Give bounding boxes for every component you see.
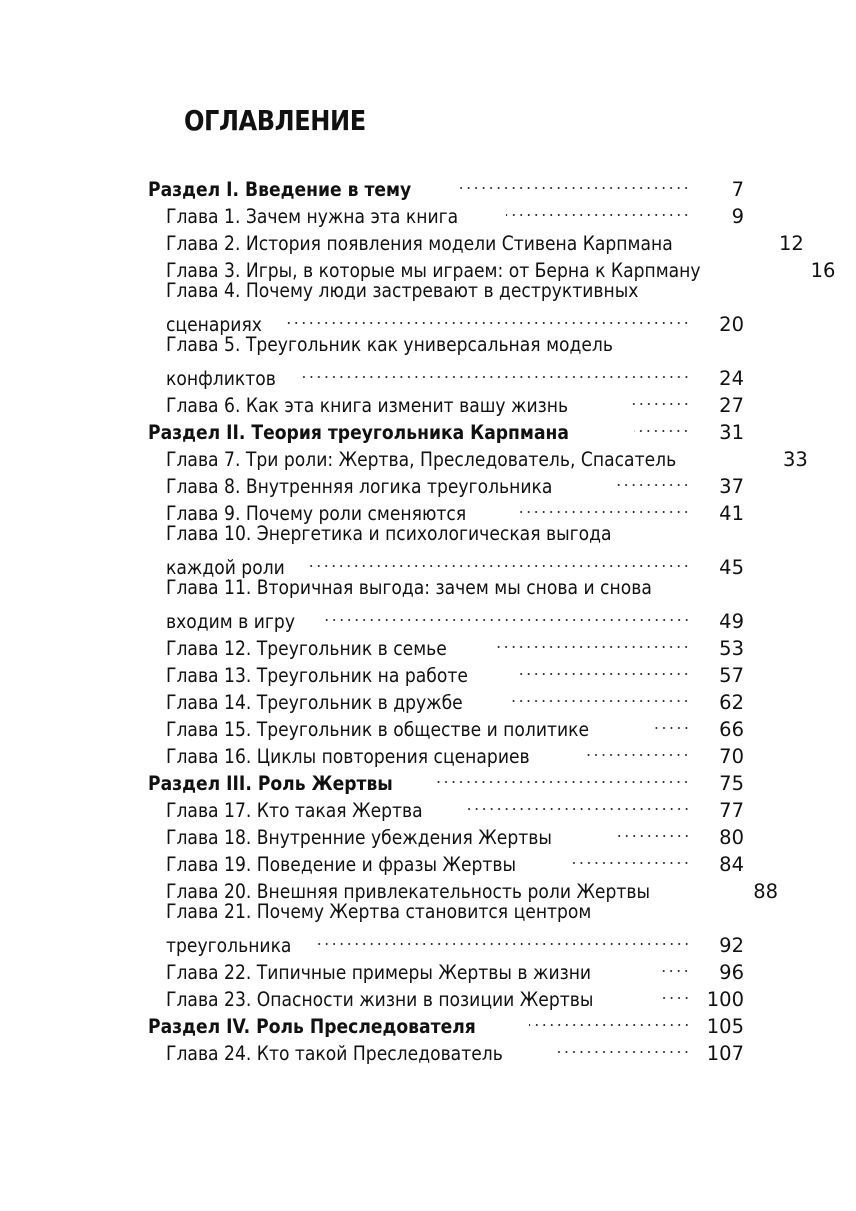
page-number: 7 [731, 178, 744, 201]
entry-title-line: Раздел II. Теория треугольника Карпмана [148, 421, 569, 444]
entry-title-line: Глава 3. Игры, в которые мы играем: от Берна к Карпману [166, 259, 701, 282]
entry-title-line: Глава 9. Почему роли сменяются [166, 502, 467, 525]
toc-chapter-entry[interactable] [148, 520, 744, 579]
dot-leader [317, 925, 690, 952]
entry-title-line: сценариях [166, 313, 262, 336]
page-number: 24 [719, 367, 744, 390]
dot-leader [572, 844, 690, 871]
page-number: 77 [719, 799, 744, 822]
toc-chapter-entry[interactable] [148, 331, 744, 390]
dot-leader [529, 1006, 691, 1033]
page-number: 62 [719, 691, 744, 714]
entry-title-line: Глава 16. Циклы повторения сценариев [166, 745, 530, 768]
page-title: ОГЛАВЛЕНИЕ [184, 104, 366, 137]
entry-title-line: Глава 13. Треугольник на работе [166, 664, 468, 687]
page-number: 49 [719, 610, 744, 633]
page-number: 84 [719, 853, 744, 876]
entry-title-line: конфликтов [166, 367, 276, 390]
dot-leader [434, 763, 690, 790]
entry-title-line: Глава 8. Внутренняя логика треугольника [166, 475, 553, 498]
toc-chapter-entry[interactable] [148, 277, 744, 336]
page-number: 41 [719, 502, 744, 525]
page-number: 57 [719, 664, 744, 687]
entry-title-line: Глава 22. Типичные примеры Жертвы в жизни [166, 961, 592, 984]
entry-title-line: каждой роли [166, 556, 285, 579]
dot-leader [613, 466, 690, 493]
entry-title-line: Раздел IV. Роль Преследователя [148, 1015, 476, 1038]
page-number: 12 [778, 232, 804, 255]
toc-chapter-entry[interactable] [148, 898, 744, 957]
page-number: 33 [782, 448, 808, 471]
entry-title-line: Глава 23. Опасности жизни в позиции Жертвы [166, 988, 594, 1011]
dot-leader [321, 601, 690, 628]
entry-title-line: Глава 18. Внутренние убеждения Жертвы [166, 826, 552, 849]
entry-title-line: Глава 20. Внешняя привлекательность роли Жертвы [166, 880, 651, 903]
page-number: 37 [719, 475, 744, 498]
dot-leader [283, 304, 690, 331]
dot-leader [587, 736, 690, 763]
entry-title-line: Глава 2. История появления модели Стивена Карпмана [166, 232, 673, 255]
page-number: 16 [810, 259, 836, 282]
entry-title-line: Глава 17. Кто такая Жертва [166, 799, 423, 822]
entry-title-line: Глава 4. Почему люди застревают в деструктивных [166, 279, 639, 302]
toc-section-entry[interactable] [148, 169, 744, 201]
dot-leader [660, 979, 690, 1006]
dot-leader [517, 655, 690, 682]
entry-title-line: Глава 6. Как эта книга изменит вашу жизнь [166, 394, 569, 417]
page-number: 66 [719, 718, 744, 741]
entry-title-line: Глава 21. Почему Жертва становится центром [166, 900, 592, 923]
dot-leader [655, 709, 690, 736]
table-of-contents [148, 169, 836, 1065]
dot-leader [506, 196, 690, 223]
page-number: 100 [706, 988, 744, 1011]
entry-title-line: Глава 14. Треугольник в дружбе [166, 691, 463, 714]
dot-leader [455, 169, 690, 196]
dot-leader [631, 385, 690, 412]
entry-title-line: Раздел III. Роль Жертвы [148, 772, 393, 795]
page-number: 107 [706, 1042, 744, 1065]
entry-title-line: Глава 15. Треугольник в обществе и политике [166, 718, 590, 741]
dot-leader [557, 1033, 690, 1060]
entry-title-line: входим в игру [166, 610, 295, 633]
entry-title-line: треугольника [166, 934, 292, 957]
entry-title-line: Глава 7. Три роли: Жертва, Преследователь, Спасатель [166, 448, 677, 471]
page-number: 9 [731, 205, 744, 228]
dot-leader [613, 817, 690, 844]
dot-leader [511, 682, 690, 709]
page-number: 92 [719, 934, 744, 957]
entry-title-line: Глава 19. Поведение и фразы Жертвы [166, 853, 517, 876]
dot-leader [657, 952, 690, 979]
page-number: 31 [719, 421, 744, 444]
dot-leader [299, 358, 690, 385]
page-number: 70 [719, 745, 744, 768]
entry-title-line: Глава 5. Треугольник как универсальная модель [166, 333, 614, 356]
dot-leader [634, 412, 690, 439]
entry-title-line: Глава 1. Зачем нужна эта книга [166, 205, 459, 228]
entry-title-line: Глава 11. Вторичная выгода: зачем мы снова и снова [166, 576, 652, 599]
page-number: 45 [719, 556, 744, 579]
entry-title-line: Раздел I. Введение в тему [148, 178, 412, 201]
page-number: 96 [719, 961, 744, 984]
page-number: 105 [706, 1015, 744, 1038]
toc-chapter-entry[interactable] [148, 574, 744, 633]
entry-title-line: Глава 12. Треугольник в семье [166, 637, 447, 660]
entry-title-line: Глава 10. Энергетика и психологическая выгода [166, 522, 612, 545]
page-number: 20 [719, 313, 744, 336]
dot-leader [493, 628, 690, 655]
page-number: 80 [719, 826, 744, 849]
dot-leader [309, 547, 690, 574]
entry-title-line: Глава 24. Кто такой Преследователь [166, 1042, 503, 1065]
dot-leader [466, 790, 690, 817]
dot-leader [515, 493, 690, 520]
page-number: 75 [719, 772, 744, 795]
page-number: 88 [753, 880, 779, 903]
page-number: 27 [719, 394, 744, 417]
page-number: 53 [719, 637, 744, 660]
